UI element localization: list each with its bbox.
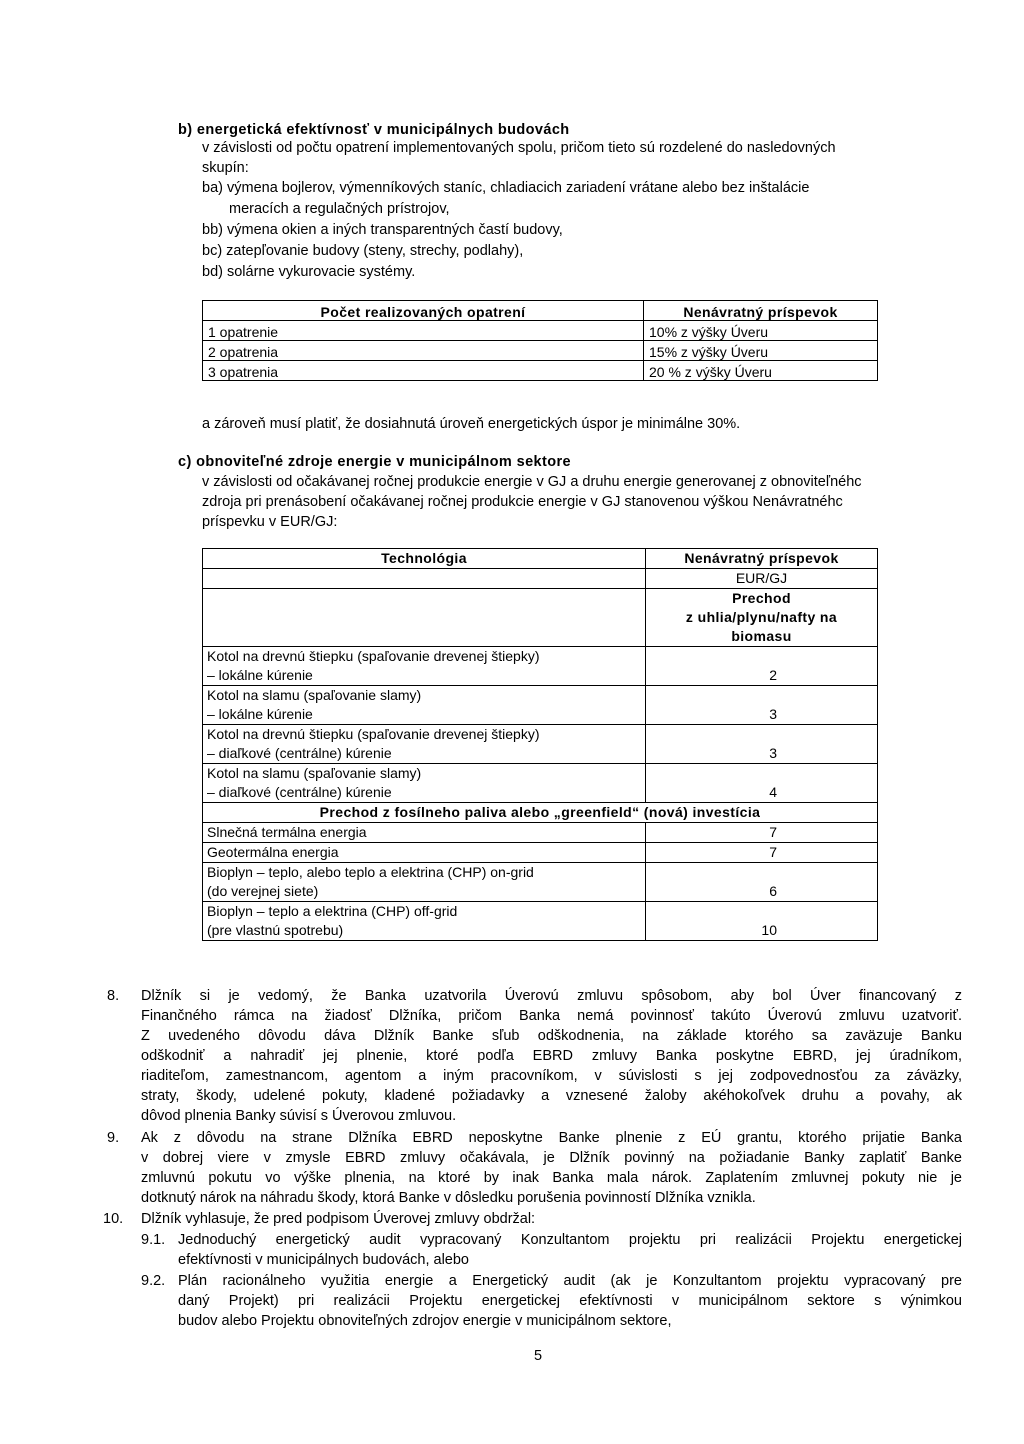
grant-cell: 15% z výšky Úveru — [644, 341, 878, 361]
item-number: 8. — [107, 988, 120, 1004]
paragraph-line: v dobrej viere v zmysle EBRD zmluvy očakávala, je Dlžník povinný na požiadanie Banky zaplatiť Banke — [141, 1150, 962, 1166]
paragraph-8 — [141, 986, 962, 1126]
paragraph-line: straty, škody, udelené pokuty, kladené požiadavky a vznesené žaloby akéhokoľvek druhu a povahy, ak — [141, 1088, 962, 1104]
paragraph-line: odškodniť a nahradiť jej plnenie, ktoré podľa EBRD zmluvy Banka poskytne EBRD, jej úradníkom, — [141, 1048, 962, 1064]
paragraph-line: efektívnosti v municipálnych budovách, alebo — [178, 1252, 469, 1268]
table-header-row — [203, 549, 878, 569]
header-grant: Nenávratný príspevok — [644, 301, 878, 321]
grant-cell: 20 % z výšky Úveru — [644, 361, 878, 381]
table-header-row — [203, 589, 878, 647]
subheader-line: Prechod — [732, 590, 791, 606]
section-b-line: bd) solárne vykurovacie systémy. — [202, 264, 416, 280]
paragraph-line: riaditeľom, zamestnancom, agentom a iným pracovníkom, v súvislosti s jej zodpovednosťou za záväzky, — [141, 1068, 962, 1084]
table-row — [203, 902, 878, 941]
technology-line: Kotol na drevnú štiepku (spaľovanie drevenej štiepky) — [207, 648, 540, 664]
table-header-row — [203, 301, 878, 321]
subheader-line: biomasu — [731, 628, 792, 644]
renewable-grant-table — [202, 548, 878, 941]
section-b-line: meracích a regulačných prístrojov, — [229, 201, 450, 217]
technology-line: (do verejnej siete) — [207, 883, 319, 899]
measures-cell: 1 opatrenie — [203, 321, 644, 341]
paragraph-line: dotknutý nárok na náhradu škody, ktorá Banke v dôsledku porušenia povinností Dlžníka vznikla. — [141, 1190, 756, 1206]
section-b-line: ba) výmena bojlerov, výmenníkových staníc, chladiacich zariadení vrátane alebo bez inštalácie — [202, 180, 810, 196]
greenfield-section-label: Prechod z fosílneho paliva alebo „greenfield“ (nová) investícia — [203, 803, 878, 823]
subheader-line: z uhlia/plynu/nafty na — [685, 609, 838, 625]
subitem-9-1 — [178, 1230, 962, 1270]
table-row — [203, 823, 878, 843]
paragraph-line: Ak z dôvodu na strane Dlžníka EBRD neposkytne Banke plnenie z EÚ grantu, ktorého prijatie Banka — [141, 1130, 962, 1146]
paragraph-line: zmluvnú pokutu vo výške plnenia, na ktoré by inak Banka mala nárok. Zaplatením zmluvnej pokuty nie je — [141, 1170, 962, 1186]
table-row — [203, 321, 878, 341]
subitem-9-2 — [178, 1271, 962, 1331]
paragraph-line: Jednoduchý energetický audit vypracovaný Konzultantom projektu pri realizácii Projektu energetickej — [178, 1232, 962, 1248]
paragraph-9 — [141, 1128, 962, 1208]
technology-line: – lokálne kúrenie — [207, 706, 313, 722]
header-measures: Počet realizovaných opatrení — [203, 301, 644, 321]
technology-cell — [203, 647, 646, 686]
paragraph-line: daný Projekt) pri realizácii Projektu energetickej efektívnosti v municipálnom sektore s výnimkou — [178, 1293, 962, 1309]
section-c-line: príspevku v EUR/GJ: — [202, 514, 338, 530]
technology-line: Kotol na slamu (spaľovanie slamy) — [207, 765, 422, 781]
value-cell: 3 — [646, 686, 878, 725]
section-c-line: v závislosti od očakávanej ročnej produkcie energie v GJ a druhu energie generovanej z obnoviteľnéhc — [202, 474, 862, 490]
measures-grant-table — [202, 300, 878, 381]
header-grant: Nenávratný príspevok — [646, 549, 878, 569]
header-technology: Technológia — [203, 549, 646, 569]
paragraph-line: Plán racionálneho využitia energie a Energetický audit (ak je Konzultantom projektu vypracovaný pre — [178, 1273, 962, 1289]
section-c-line: zdroja pri prenásobení očakávanej ročnej produkcie energie v GJ stanovenou výškou Nenávratnéhc — [202, 494, 843, 510]
unit-label: EUR/GJ — [646, 569, 878, 589]
section-b-line: bb) výmena okien a iných transparentných častí budovy, — [202, 222, 563, 238]
table-row — [203, 341, 878, 361]
item-number: 9. — [107, 1130, 120, 1146]
measures-cell: 3 opatrenia — [203, 361, 644, 381]
section-c-heading: c) obnoviteľné zdroje energie v municipálnom sektore — [178, 454, 571, 470]
table-row — [203, 725, 878, 764]
technology-cell — [203, 725, 646, 764]
measures-cell: 2 opatrenia — [203, 341, 644, 361]
technology-cell — [203, 863, 646, 902]
technology-cell — [203, 902, 646, 941]
value-cell: 2 — [646, 647, 878, 686]
paragraph-line: budov alebo Projektu obnoviteľných zdrojov energie v municipálnom sektore, — [178, 1313, 672, 1329]
table-row — [203, 361, 878, 381]
paragraph-line: Z uvedeného dôvodu dáva Dlžník Banke sľub odškodnenia, na základe ktorého sa zaväzuje Banku — [141, 1028, 962, 1044]
technology-line: – diaľkové (centrálne) kúrenie — [207, 784, 392, 800]
value-cell: 3 — [646, 725, 878, 764]
page-number: 5 — [534, 1348, 543, 1364]
grant-cell: 10% z výšky Úveru — [644, 321, 878, 341]
value-cell: 6 — [646, 863, 878, 902]
table-row — [203, 843, 878, 863]
energy-savings-note: a zároveň musí platiť, že dosiahnutá úroveň energetických úspor je minimálne 30%. — [202, 416, 741, 432]
technology-cell: Slnečná termálna energia — [203, 823, 646, 843]
paragraph-line: dôvod plnenia Banky súvisí s Úverovou zmluvou. — [141, 1108, 457, 1124]
value-cell: 10 — [646, 902, 878, 941]
table-row — [203, 686, 878, 725]
table-header-row — [203, 569, 878, 589]
value-cell: 7 — [646, 843, 878, 863]
paragraph-10: Dlžník vyhlasuje, že pred podpisom Úverovej zmluvy obdržal: — [141, 1211, 536, 1227]
subitem-number: 9.1. — [141, 1232, 166, 1248]
value-cell: 7 — [646, 823, 878, 843]
value-cell: 4 — [646, 764, 878, 803]
technology-line: (pre vlastnú spotrebu) — [207, 922, 344, 938]
section-b-line: bc) zatepľovanie budovy (steny, strechy, podlahy), — [202, 243, 524, 259]
paragraph-line: Finančného rámca na žiadosť Dlžníka, pričom Banka nemá povinnosť takúto Úverovú zmluvu uzatvoriť. — [141, 1008, 962, 1024]
technology-line: Kotol na drevnú štiepku (spaľovanie drevenej štiepky) — [207, 726, 540, 742]
table-row — [203, 647, 878, 686]
subheader-transition — [646, 589, 878, 647]
technology-line: – lokálne kúrenie — [207, 667, 313, 683]
table-row — [203, 863, 878, 902]
technology-line: Bioplyn – teplo, alebo teplo a elektrina (CHP) on-grid — [207, 864, 534, 880]
table-section-row — [203, 803, 878, 823]
technology-cell: Geotermálna energia — [203, 843, 646, 863]
section-b-line: v závislosti od počtu opatrení implementovaných spolu, pričom tieto sú rozdelené do nasledovných — [202, 140, 836, 156]
paragraph-line: Dlžník si je vedomý, že Banka uzatvorila Úverovú zmluvu spôsobom, aby bol Úver financovaný z — [141, 988, 962, 1004]
technology-line: Kotol na slamu (spaľovanie slamy) — [207, 687, 422, 703]
table-row — [203, 764, 878, 803]
section-b-heading: b) energetická efektívnosť v municipálnych budovách — [178, 122, 570, 138]
technology-line: Bioplyn – teplo a elektrina (CHP) off-grid — [207, 903, 458, 919]
subitem-number: 9.2. — [141, 1273, 166, 1289]
item-number: 10. — [103, 1211, 124, 1227]
technology-cell — [203, 764, 646, 803]
technology-line: – diaľkové (centrálne) kúrenie — [207, 745, 392, 761]
technology-cell — [203, 686, 646, 725]
section-b-line: skupín: — [202, 160, 249, 176]
